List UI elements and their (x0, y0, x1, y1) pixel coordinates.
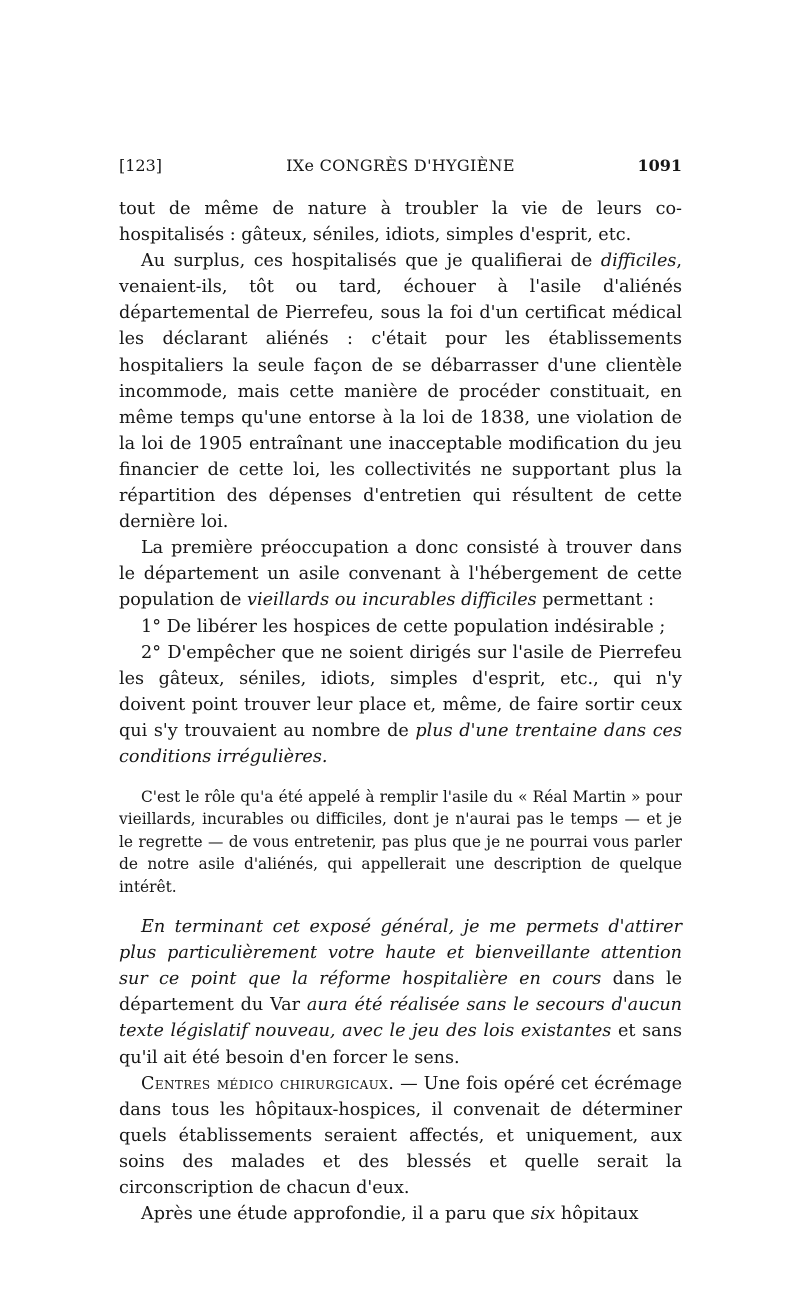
text-run: dans le département du Var (119, 969, 682, 1016)
paragraph-apres-une-etude (119, 1201, 682, 1227)
text-run: Au surplus, ces hospitalisés que je qualifierai de (141, 251, 601, 272)
section-heading-inline: Centres médico chirurgicaux. (141, 1073, 395, 1094)
page-number: 1091 (637, 156, 682, 175)
italic-run: six (530, 1204, 556, 1225)
paragraph-au-surplus (119, 248, 682, 535)
paragraph-centres-medico (119, 1071, 682, 1201)
paragraph-continuation (119, 196, 682, 248)
header-section-number: [123] (119, 156, 163, 175)
running-header (119, 156, 682, 182)
italic-run: plus d'une trentaine dans ces conditions irrégulières. (119, 720, 682, 767)
header-title: IXe CONGRÈS D'HYGIÈNE (286, 156, 515, 175)
paragraph-en-terminant (119, 914, 682, 1071)
text-run: hôpitaux (555, 1204, 639, 1225)
page-body (119, 196, 682, 1227)
list-item-1 (119, 614, 682, 640)
italic-run: En terminant cet exposé général, je me permets d'attirer plus particulièrement votre haute et bienveillante attention sur ce point que la réforme hospitalière en cours (119, 917, 682, 990)
paragraph-premiere-preoccupation (119, 535, 682, 613)
text-run: C'est le rôle qu'a été appelé à remplir l'asile du « Réal Martin » pour vieillards, incurables ou difficiles, dont je n'aurai pas le temps — et je le regrette — de vous entretenir, pas plus que je ne pourrai vous parler de notre asile d'aliénés, qui appellerait une description de quelque intérêt. (119, 788, 682, 896)
text-run: 1° De libérer les hospices de cette population indésirable ; (141, 616, 666, 637)
text-run: permettant : (536, 590, 655, 611)
list-item-2 (119, 640, 682, 770)
text-run: Après une étude approfondie, il a paru que (141, 1204, 531, 1225)
text-run: , venaient-ils, tôt ou tard, échouer à l'asile d'aliénés départemental de Pierrefeu, sous la foi d'un certificat médical les déclarant aliénés : c'était pour les établissements hospitaliers la seule façon de se débarrasser d'une clientèle incommode, mais cette manière de procéder constituait, en même temps qu'une entorse à la loi de 1838, une violation de la loi de 1905 entraînant une inacceptable modification du jeu financier de cette loi, les collectivités ne supportant plus la répartition des dépenses d'entretien qui résultent de cette dernière loi. (119, 251, 682, 533)
text-run: 2° D'empêcher que ne soient dirigés sur l'asile de Pierrefeu les gâteux, séniles, idiots, simples d'esprit, etc., qui n'y doivent point trouver leur place et, même, de faire sortir ceux qui s'y trouvaient au nombre de (119, 642, 682, 741)
italic-run: aura été réalisée sans le secours d'aucun texte législatif nouveau, avec le jeu des lois existantes (119, 995, 682, 1042)
text-run: tout de même de nature à troubler la vie de leurs co-hospitalisés : gâteux, séniles, idiots, simples d'esprit, etc. (119, 199, 682, 246)
text-run: et sans qu'il ait été besoin d'en forcer le sens. (119, 1021, 682, 1068)
italic-run: vieillards ou incurables difficiles (247, 590, 537, 611)
text-run: La première préoccupation a donc consisté à trouver dans le département un asile convenant à l'hébergement de cette population de (119, 538, 682, 611)
italic-run: difficiles (600, 251, 677, 272)
paragraph-real-martin (119, 786, 682, 898)
text-run: — Une fois opéré cet écrémage dans tous les hôpitaux-hospices, il convenait de déterminer quels établissements seraient affectés, et uniquement, aux soins des malades et des blessés et quelle serait la circonscription de chacun d'eux. (119, 1073, 682, 1199)
